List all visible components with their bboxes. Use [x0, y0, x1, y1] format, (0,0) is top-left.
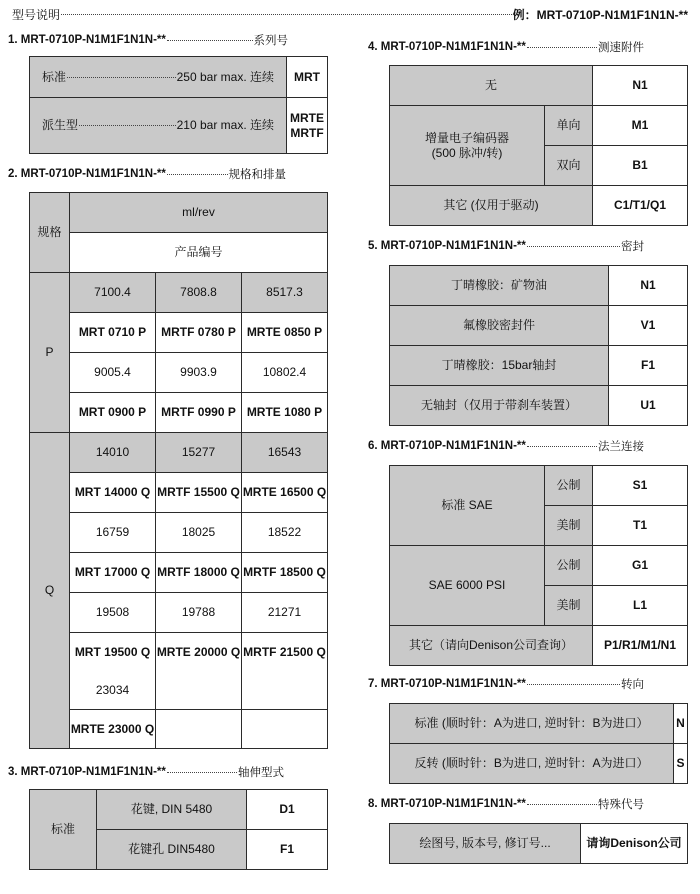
product-code: MRT 19500 Q [74, 645, 151, 659]
displacement-value: 8517.3 [242, 273, 328, 313]
empty-cell [156, 710, 242, 749]
code-cell: N1 [593, 66, 688, 106]
tacho-single: 单向 [545, 106, 593, 146]
code-cell: T1 [593, 506, 688, 546]
displacement-value: 18025 [156, 513, 242, 553]
displacement-value: 19788 [156, 593, 242, 633]
displacement-value: 16759 [70, 513, 156, 553]
displacement-value: 7100.4 [70, 273, 156, 313]
tacho-double: 双向 [545, 146, 593, 186]
displacement-value: 18522 [242, 513, 328, 553]
product-code: MRTE 0850 P [242, 313, 328, 353]
section-code: 7. MRT-0710P-N1M1F1N1N-** [368, 678, 526, 690]
code-cell: N1 [609, 266, 688, 306]
dot-leader [167, 174, 228, 175]
section-code: 8. MRT-0710P-N1M1F1N1N-** [368, 798, 526, 810]
flange-imperial: 美制 [545, 586, 593, 626]
flange-metric: 公制 [545, 546, 593, 586]
shaft-table [29, 789, 328, 870]
code-cell: V1 [609, 306, 688, 346]
displacement-value: 14010 [70, 433, 156, 473]
code-cell: L1 [593, 586, 688, 626]
tacho-encoder [390, 106, 545, 186]
code-cell: MRT [287, 57, 328, 98]
displacement-value: 7808.8 [156, 273, 242, 313]
series-table [29, 56, 328, 154]
product-code: MRTE 23000 Q [70, 710, 156, 749]
series-derived [30, 98, 287, 154]
product-code: MRTF 21500 Q [243, 645, 326, 659]
section-label: 法兰连接 [598, 441, 644, 453]
section-2-title [8, 166, 286, 182]
section-4-title [368, 39, 644, 55]
dot-leader [527, 804, 597, 805]
shaft-standard: 标准 [30, 790, 97, 870]
section-label: 系列号 [253, 35, 288, 47]
displacement-value: 19508 [70, 593, 156, 633]
empty-cell [242, 710, 328, 749]
header-example: 例：MRT-0710P-N1M1F1N1N-** [512, 8, 688, 22]
group-q: Q [30, 433, 70, 749]
shaft-spec: 花键孔 DIN5480 [97, 830, 247, 870]
section-label: 轴伸型式 [238, 767, 284, 779]
displacement-value: 9903.9 [156, 353, 242, 393]
row-spec: 250 bar max. 连续 [176, 69, 274, 84]
product-code: MRTF 0780 P [156, 313, 242, 353]
row-spec: 210 bar max. 连续 [176, 118, 274, 132]
flange-sae6000: SAE 6000 PSI [390, 546, 545, 626]
displacement-value: 10802.4 [242, 353, 328, 393]
displacement-value: 15277 [156, 433, 242, 473]
section-code: 1. MRT-0710P-N1M1F1N1N-** [8, 34, 166, 46]
displacement-value: 9005.4 [70, 353, 156, 393]
encoder-line: 增量电子编码器 [424, 130, 509, 145]
product-code: MRT 17000 Q [70, 553, 156, 593]
ask-denison-cell: 请询Denison公司 [581, 824, 688, 864]
displacement-value: 16543 [242, 433, 328, 473]
group-p: P [30, 273, 70, 433]
encoder-line: (500 脉冲/转) [431, 145, 503, 160]
special-table [389, 823, 688, 864]
section-3-title [8, 764, 284, 780]
seal-desc: 丁晴橡胶：15bar轴封 [390, 346, 609, 386]
rotation-desc: 标准 (顺时针：A为进口, 逆时针：B为进口） [390, 704, 674, 744]
dot-leader [67, 77, 176, 78]
dot-leader [79, 125, 176, 126]
product-code: MRTF 15500 Q [156, 473, 242, 513]
code-cell: S [674, 744, 688, 784]
product-code: MRTE 20000 Q [156, 645, 241, 659]
product-code: MRT 14000 Q [70, 473, 156, 513]
dot-leader [167, 772, 237, 773]
flange-table [389, 465, 688, 666]
section-label: 特殊代号 [598, 799, 644, 811]
code-cell: N [674, 704, 688, 744]
seal-desc: 氟橡胶密封件 [390, 306, 609, 346]
product-code: MRTF 18500 Q [242, 553, 328, 593]
dot-leader [61, 14, 512, 15]
product-code-cell [242, 633, 328, 710]
section-label: 密封 [621, 241, 644, 253]
code-line: MRTE [290, 110, 324, 125]
tacho-other: 其它 (仅用于驱动) [390, 186, 593, 226]
section-1-title [8, 32, 288, 48]
section-label: 规格和排量 [228, 169, 286, 181]
section-code: 2. MRT-0710P-N1M1F1N1N-** [8, 168, 166, 180]
code-cell: G1 [593, 546, 688, 586]
section-code: 6. MRT-0710P-N1M1F1N1N-** [368, 440, 526, 452]
dot-leader [527, 684, 620, 685]
product-code: MRTE 1080 P [242, 393, 328, 433]
code-cell [287, 98, 328, 154]
code-cell: U1 [609, 386, 688, 426]
code-line: MRTF [290, 125, 324, 140]
displacement-table [29, 192, 328, 749]
size-header: 规格 [30, 193, 70, 273]
code-cell: M1 [593, 106, 688, 146]
displacement-value: 21271 [242, 593, 328, 633]
code-cell: F1 [609, 346, 688, 386]
row-label: 派生型 [42, 118, 79, 132]
row-label: 标准 [42, 69, 67, 84]
section-label: 转向 [621, 679, 644, 691]
dot-leader [527, 246, 620, 247]
unit-header: ml/rev [70, 193, 328, 233]
flange-other: 其它（请向Denison公司查询） [390, 626, 593, 666]
product-code-cell [70, 633, 156, 710]
code-cell: C1/T1/Q1 [593, 186, 688, 226]
code-cell: B1 [593, 146, 688, 186]
rotation-table [389, 703, 688, 784]
seal-table [389, 265, 688, 426]
product-code: MRT 0710 P [70, 313, 156, 353]
section-6-title [368, 438, 644, 454]
section-8-title [368, 796, 644, 812]
flange-metric: 公制 [545, 466, 593, 506]
flange-sae: 标准 SAE [390, 466, 545, 546]
code-cell: F1 [247, 830, 328, 870]
dot-leader [527, 47, 597, 48]
product-no-header: 产品编号 [70, 233, 328, 273]
product-code: MRTF 0990 P [156, 393, 242, 433]
code-cell: P1/R1/M1/N1 [593, 626, 688, 666]
tacho-none: 无 [390, 66, 593, 106]
section-code: 5. MRT-0710P-N1M1F1N1N-** [368, 240, 526, 252]
tacho-table [389, 65, 688, 226]
special-desc: 绘图号, 版本号, 修订号... [390, 824, 581, 864]
dot-leader [527, 446, 597, 447]
dot-leader [167, 40, 253, 41]
section-code: 3. MRT-0710P-N1M1F1N1N-** [8, 766, 166, 778]
section-7-title [368, 676, 644, 692]
shaft-spec: 花键, DIN 5480 [97, 790, 247, 830]
rotation-desc: 反转 (顺时针：B为进口, 逆时针：A为进口） [390, 744, 674, 784]
section-5-title [368, 238, 644, 254]
section-label: 测速附件 [598, 42, 644, 54]
product-code-cell [156, 633, 242, 710]
code-cell: D1 [247, 790, 328, 830]
flange-imperial: 美制 [545, 506, 593, 546]
seal-desc: 丁晴橡胶：矿物油 [390, 266, 609, 306]
header-title: 型号说明 [12, 8, 61, 22]
seal-desc: 无轴封（仅用于带刹车装置） [390, 386, 609, 426]
product-code: MRTE 16500 Q [242, 473, 328, 513]
displacement-value: 23034 [95, 683, 130, 697]
series-standard [30, 57, 287, 98]
product-code: MRT 0900 P [70, 393, 156, 433]
code-cell: S1 [593, 466, 688, 506]
section-code: 4. MRT-0710P-N1M1F1N1N-** [368, 41, 526, 53]
product-code: MRTF 18000 Q [156, 553, 242, 593]
model-header [12, 6, 688, 23]
